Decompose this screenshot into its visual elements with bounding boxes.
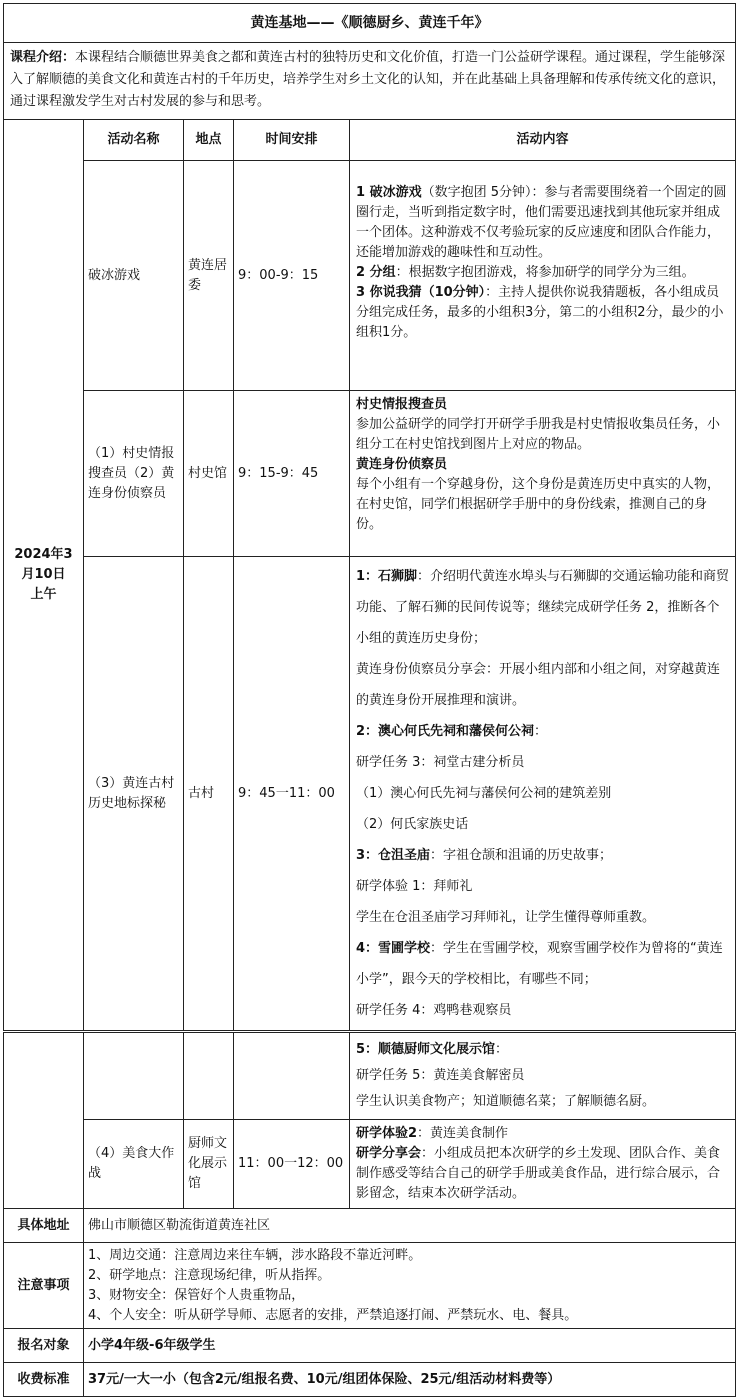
item-text: ：学生在雪圃学校，观察雪圃学校作为曾将的“黄连小学”，跟今天的学校相比，有哪些不同； <box>356 941 723 987</box>
address-label: 具体地址 <box>4 1209 84 1243</box>
activity-time: 11：00一12：00 <box>234 1120 350 1209</box>
course-intro-label: 课程介绍： <box>10 50 76 65</box>
activity-name: 破冰游戏 <box>84 161 184 391</box>
date-line: 月10日 <box>21 567 66 582</box>
item-title: 村史情报搜查员 <box>356 397 448 412</box>
header-activity-name: 活动名称 <box>84 120 184 161</box>
item-text: 每个小组有一个穿越身份，这个身份是黄连历史中真实的人物，在村史馆，同学们根据研学手册中的身份线索，推测自己的身份。 <box>356 477 721 532</box>
header-place: 地点 <box>184 120 234 161</box>
activity-time: 9：45一11：00 <box>234 557 350 1031</box>
date-line: 2024年3 <box>14 547 73 562</box>
item-title: 1：石狮脚 <box>356 569 418 584</box>
item-title: 1 破冰游戏 <box>356 185 422 200</box>
item-text: （数字抱团 5分钟）：参与者需要围绕着一个固定的圆圈行走，当听到指定数字时，他们需要迅速找到其他玩家并组成一个团体。这种游戏不仅考验玩家的反应速度和团队合作能力，还能增加游戏的趣味性和互动性。 <box>356 185 727 260</box>
activity-content <box>350 161 736 391</box>
item-title: 4：雪圃学校 <box>356 941 431 956</box>
activity-content <box>350 391 736 557</box>
item-text: ：主持人提供你说我猜题板，各小组成员分组完成任务，最多的小组积3分，第二的小组积2分，最少的小组积1分。 <box>356 285 724 340</box>
item-text: ：字祖仓颉和沮诵的历史故事； <box>430 848 613 863</box>
note-line: 1、周边交通：注意周边来往车辆，涉水路段不靠近河畔。 <box>88 1247 422 1263</box>
table-row <box>4 1329 736 1363</box>
fee-value: 37元/一大一小（包含2元/组报名费、10元/组团体保险、25元/组活动材料费等） <box>84 1363 736 1397</box>
table-row <box>4 391 736 557</box>
note-line: 2、研学地点：注意现场纪律，听从指挥。 <box>88 1267 331 1283</box>
activity-place: 厨师文化展示馆 <box>184 1120 234 1209</box>
item-text: 学生认识美食物产；知道顺德名菜；了解顺德名厨。 <box>356 1094 656 1109</box>
item-title: 研学分享会 <box>356 1146 422 1161</box>
schedule-table-continued <box>3 1032 736 1397</box>
address-value: 佛山市顺德区勒流街道黄连社区 <box>84 1209 736 1243</box>
activity-place: 黄连居委 <box>184 161 234 391</box>
item-title: 黄连身份侦察员 <box>356 457 448 472</box>
document-title: 黄连基地——《顺德厨乡、黄连千年》 <box>4 4 736 43</box>
note-line: 4、个人安全：听从研学导师、志愿者的安排，严禁追逐打闹、严禁玩水、电、餐具。 <box>88 1307 578 1323</box>
item-title: 5：顺德厨师文化展示馆 <box>356 1042 496 1057</box>
item-text: 研学任务 3：祠堂古建分析员 <box>356 755 525 770</box>
target-label: 报名对象 <box>4 1329 84 1363</box>
schedule-page-1 <box>3 3 735 1031</box>
activity-content <box>350 1120 736 1209</box>
item-text: 研学任务 5：黄连美食解密员 <box>356 1068 525 1083</box>
activity-place <box>184 1033 234 1120</box>
activity-place: 古村 <box>184 557 234 1031</box>
date-line: 上午 <box>30 587 57 602</box>
activity-time: 9：15-9：45 <box>234 391 350 557</box>
item-title: 2 分组 <box>356 265 396 280</box>
date-cell <box>4 120 84 1031</box>
fee-label: 收费标准 <box>4 1363 84 1397</box>
item-title: 研学体验2 <box>356 1126 418 1141</box>
table-row <box>4 1209 736 1243</box>
item-text: ：小组成员把本次研学的乡土发现、团队合作、美食制作感受等结合自己的研学手册或美食作品，进行综合展示，合影留念，结束本次研学活动。 <box>356 1146 721 1201</box>
item-title: 3：仓沮圣庙 <box>356 848 431 863</box>
course-intro-text: 本课程结合顺德世界美食之都和黄连古村的独特历史和文化价值，打造一门公益研学课程。通过课程，学生能够深入了解顺德的美食文化和黄连古村的千年历史，培养学生对乡土文化的认知，并在此基础上具备理解和传承传统文化的意识，通过课程激发学生对古村发展的参与和思考。 <box>10 50 726 109</box>
header-content: 活动内容 <box>350 120 736 161</box>
item-text: ：介绍明代黄连水埠头与石狮脚的交通运输功能和商贸功能、了解石狮的民间传说等；继续完成研学任务 2，推断各个小组的黄连历史身份； <box>356 569 730 646</box>
item-text: ： <box>495 1042 509 1057</box>
date-cell-continued <box>4 1033 84 1209</box>
item-text: ：黄连美食制作 <box>417 1126 509 1141</box>
item-text: 黄连身份侦察员分享会：开展小组内部和小组之间，对穿越黄连的黄连身份开展推理和演讲。 <box>356 662 721 708</box>
schedule-page-2 <box>3 1032 735 1397</box>
table-row <box>4 161 736 391</box>
activity-name: （1）村史情报搜查员（2）黄连身份侦察员 <box>84 391 184 557</box>
course-intro <box>4 43 736 120</box>
item-title: 2：澳心何氏先祠和藩侯何公祠 <box>356 724 535 739</box>
table-row <box>4 1033 736 1120</box>
table-row <box>4 1120 736 1209</box>
item-text: 研学任务 4：鸡鸭巷观察员 <box>356 1003 512 1018</box>
table-row <box>4 1243 736 1329</box>
activity-name: （4）美食大作战 <box>84 1120 184 1209</box>
note-line: 3、财物安全：保管好个人贵重物品， <box>88 1287 305 1303</box>
table-row <box>4 1363 736 1397</box>
activity-content <box>350 557 736 1031</box>
table-row <box>4 557 736 1031</box>
schedule-table <box>3 3 736 1031</box>
item-text: 学生在仓沮圣庙学习拜师礼，让学生懂得尊师重教。 <box>356 910 656 925</box>
item-text: （2）何氏家族史话 <box>356 817 469 832</box>
activity-place: 村史馆 <box>184 391 234 557</box>
target-value: 小学4年级-6年级学生 <box>84 1329 736 1363</box>
header-time: 时间安排 <box>234 120 350 161</box>
notes-label: 注意事项 <box>4 1243 84 1329</box>
item-title: 3 你说我猜（10分钟） <box>356 285 486 300</box>
activity-time <box>234 1033 350 1120</box>
item-text: ： <box>534 724 548 739</box>
activity-time: 9：00-9：15 <box>234 161 350 391</box>
notes-value <box>84 1243 736 1329</box>
activity-name: （3）黄连古村历史地标探秘 <box>84 557 184 1031</box>
activity-name <box>84 1033 184 1120</box>
item-text: （1）澳心何氏先祠与藩侯何公祠的建筑差别 <box>356 786 612 801</box>
item-text: ：根据数字抱团游戏，将参加研学的同学分为三组。 <box>395 265 695 280</box>
item-text: 研学体验 1：拜师礼 <box>356 879 473 894</box>
activity-content <box>350 1033 736 1120</box>
item-text: 参加公益研学的同学打开研学手册我是村史情报收集员任务，小组分工在村史馆找到图片上对应的物品。 <box>356 417 721 452</box>
